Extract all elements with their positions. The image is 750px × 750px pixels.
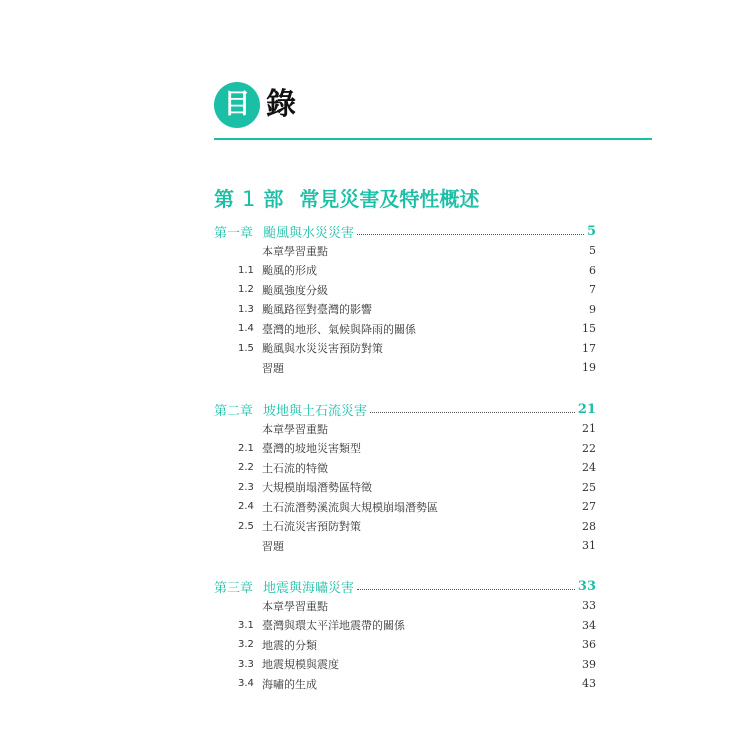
toc-entry[interactable]	[214, 655, 596, 675]
entry-label: 颱風強度分級	[262, 283, 328, 297]
toc-entry[interactable]	[214, 596, 596, 616]
entry-page: 25	[582, 480, 596, 494]
chapter-heading[interactable]	[214, 399, 596, 419]
section-number: 1.1	[238, 264, 254, 276]
entry-page: 31	[582, 539, 596, 553]
entry-page: 43	[582, 677, 596, 691]
entry-label: 習題	[262, 361, 284, 375]
section-number: 3.3	[238, 658, 254, 670]
chapter-number: 第三章	[214, 580, 254, 596]
title-badge: 目	[214, 82, 260, 128]
entry-label: 土石流災害預防對策	[262, 520, 361, 534]
part-number: 1	[242, 187, 256, 211]
entry-page: 19	[582, 361, 596, 375]
entry-label: 本章學習重點	[262, 599, 328, 613]
chapter-page: 21	[577, 401, 596, 417]
entry-page: 15	[582, 322, 596, 336]
entry-label: 本章學習重點	[262, 244, 328, 258]
entry-label: 土石流的特徵	[262, 461, 328, 475]
toc-entry[interactable]	[214, 300, 596, 320]
part-suffix: 部	[263, 187, 284, 211]
section-number: 2.1	[238, 442, 254, 454]
toc-entry[interactable]	[214, 536, 596, 556]
part-name: 常見災害及特性概述	[299, 187, 480, 211]
toc-entry[interactable]	[214, 517, 596, 537]
entry-page: 36	[582, 638, 596, 652]
toc-entry[interactable]	[214, 419, 596, 439]
entry-page: 27	[582, 500, 596, 514]
entry-label: 颱風路徑對臺灣的影響	[262, 303, 372, 317]
section-number: 3.2	[238, 639, 254, 651]
entry-label: 颱風的形成	[262, 264, 317, 278]
entry-label: 土石流潛勢溪流與大規模崩塌潛勢區	[262, 500, 438, 514]
toc-entry[interactable]	[214, 497, 596, 517]
section-number: 2.3	[238, 481, 254, 493]
entry-page: 39	[582, 657, 596, 671]
title-text: 錄	[266, 87, 296, 122]
toc-entry[interactable]	[214, 616, 596, 636]
entry-page: 22	[582, 441, 596, 455]
toc-entry[interactable]	[214, 478, 596, 498]
chapter-number: 第二章	[214, 403, 254, 419]
entry-page: 24	[582, 461, 596, 475]
entry-page: 6	[589, 263, 596, 277]
chapter-number: 第一章	[214, 225, 254, 241]
toc-entry[interactable]	[214, 339, 596, 359]
toc-entry[interactable]	[214, 358, 596, 378]
entry-label: 臺灣的地形、氣候與降雨的關係	[262, 322, 416, 336]
chapter-page: 33	[577, 578, 596, 594]
chapter-heading[interactable]	[214, 576, 596, 596]
chapter-title: 坡地與土石流災害	[263, 403, 368, 419]
entry-label: 習題	[262, 539, 284, 553]
section-number: 1.3	[238, 303, 254, 315]
toc-entry[interactable]	[214, 458, 596, 478]
leader-dots	[357, 234, 584, 235]
section-number: 2.4	[238, 501, 254, 513]
entry-label: 本章學習重點	[262, 422, 328, 436]
section-number: 3.4	[238, 678, 254, 690]
entry-label: 颱風與水災災害預防對策	[262, 342, 383, 356]
entry-label: 臺灣與環太平洋地震帶的關係	[262, 619, 405, 633]
toc-entry[interactable]	[214, 319, 596, 339]
toc-entry[interactable]	[214, 439, 596, 459]
entry-page: 34	[582, 618, 596, 632]
entry-page: 17	[582, 341, 596, 355]
part-heading	[214, 183, 479, 212]
section-number: 1.4	[238, 323, 254, 335]
chapter-title: 地震與海嘯災害	[263, 580, 355, 596]
section-number: 2.2	[238, 462, 254, 474]
leader-dots	[357, 589, 575, 590]
toc-entry[interactable]	[214, 241, 596, 261]
toc-entry[interactable]	[214, 635, 596, 655]
chapter-1	[214, 221, 596, 378]
entry-label: 大規模崩塌潛勢區特徵	[262, 481, 372, 495]
entry-label: 臺灣的坡地災害類型	[262, 442, 361, 456]
toc-entry[interactable]	[214, 674, 596, 694]
toc-entry[interactable]	[214, 261, 596, 281]
chapter-2	[214, 399, 596, 556]
section-number: 2.5	[238, 520, 254, 532]
title-divider	[214, 138, 652, 140]
entry-page: 28	[582, 519, 596, 533]
entry-page: 9	[589, 302, 596, 316]
part-prefix: 第	[214, 187, 234, 211]
section-number: 1.2	[238, 284, 254, 296]
toc-entry[interactable]	[214, 280, 596, 300]
entry-page: 33	[582, 599, 596, 613]
chapter-heading[interactable]	[214, 221, 596, 241]
entry-label: 地震的分類	[262, 638, 317, 652]
chapter-title: 颱風與水災災害	[263, 225, 355, 241]
entry-page: 5	[589, 244, 596, 258]
section-number: 3.1	[238, 619, 254, 631]
entry-page: 21	[582, 422, 596, 436]
chapter-3	[214, 576, 596, 694]
chapter-page: 5	[586, 223, 596, 239]
leader-dots	[370, 412, 575, 413]
entry-label: 海嘯的生成	[262, 677, 317, 691]
entry-page: 7	[589, 283, 596, 297]
section-number: 1.5	[238, 342, 254, 354]
entry-label: 地震規模與震度	[262, 658, 339, 672]
